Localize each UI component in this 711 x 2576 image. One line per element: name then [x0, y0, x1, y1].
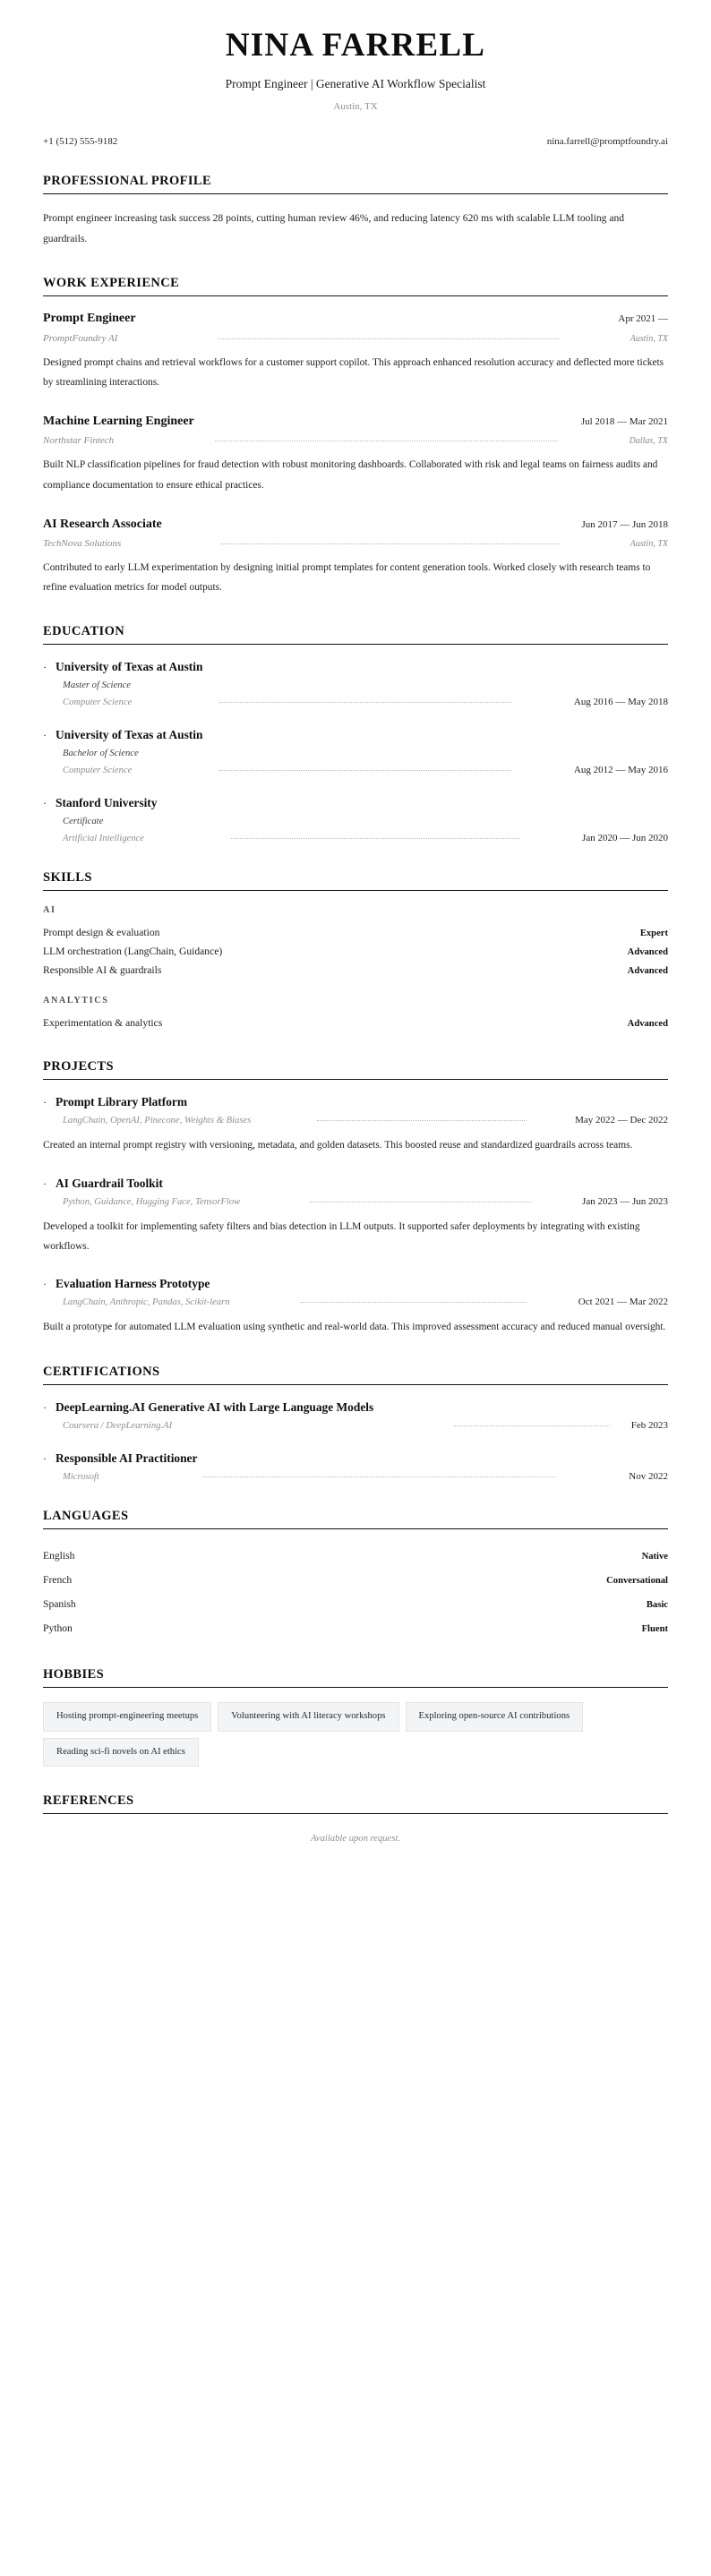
experience-date: Jun 2017 — Jun 2018	[581, 518, 668, 530]
skill-level-badge: Advanced	[627, 947, 668, 958]
language-row	[43, 1568, 668, 1592]
dotted-leader	[144, 763, 561, 773]
section-heading: LANGUAGES	[43, 1508, 129, 1523]
project-title: Evaluation Harness Prototype	[56, 1277, 210, 1291]
section-rule	[43, 1793, 668, 1814]
section-rule	[43, 276, 668, 296]
experience-location: Austin, TX	[630, 333, 668, 344]
contact-bar	[43, 136, 668, 147]
section-heading: SKILLS	[43, 870, 92, 886]
candidate-name: NINA FARRELL	[225, 27, 486, 64]
certification-title: Responsible AI Practitioner	[56, 1451, 198, 1465]
language-name: Spanish	[43, 1597, 76, 1610]
section-work-experience	[43, 276, 668, 597]
education-header-row	[43, 727, 668, 743]
section-rule	[43, 1059, 668, 1080]
experience-organization: Northstar Fintech	[43, 435, 115, 447]
education-degree: Master of Science	[63, 680, 131, 690]
experience-item	[43, 414, 668, 495]
certification-header-row	[43, 1399, 668, 1416]
experience-role: Machine Learning Engineer	[43, 415, 194, 429]
dotted-leader	[263, 1113, 562, 1123]
skill-name: Responsible AI & guardrails	[43, 964, 162, 977]
experience-header-row	[43, 517, 668, 533]
dotted-leader	[253, 1194, 570, 1204]
dotted-leader	[126, 433, 617, 443]
education-item	[43, 727, 668, 775]
project-item	[43, 1176, 668, 1257]
bullet-icon: ·	[43, 1278, 47, 1291]
experience-meta-row	[43, 536, 668, 549]
language-row	[43, 1616, 668, 1640]
experience-description: Designed prompt chains and retrieval workflows for a customer support copilot. This approach enhanced resolution accuracy and deflected more tickets by streamlining interactions.	[43, 356, 664, 388]
education-degree: Certificate	[63, 816, 104, 826]
skill-category-label: AI	[43, 905, 56, 916]
section-rule	[43, 1667, 668, 1688]
profile-summary-text: Prompt engineer increasing task success 28 points, cutting human review 46%, and reducing latency 620 ms with scalable LLM tooling and guardrails.	[43, 212, 625, 244]
language-level-badge: Conversational	[606, 1575, 668, 1586]
section-rule	[43, 1365, 668, 1385]
certification-date: Feb 2023	[630, 1419, 668, 1431]
education-header-row	[43, 659, 668, 675]
experience-organization: TechNova Solutions	[43, 537, 122, 549]
experience-item	[43, 517, 668, 598]
bullet-icon: ·	[43, 1451, 47, 1465]
education-meta-row	[63, 695, 668, 707]
section-references	[43, 1793, 668, 1844]
project-date: May 2022 — Dec 2022	[575, 1115, 668, 1126]
references-text: Available upon request.	[311, 1834, 400, 1844]
project-item	[43, 1094, 668, 1155]
dotted-leader	[144, 695, 561, 705]
project-date: Oct 2021 — Mar 2022	[578, 1297, 668, 1308]
language-name: English	[43, 1549, 75, 1562]
experience-role: Prompt Engineer	[43, 312, 136, 326]
project-header-row	[43, 1276, 668, 1292]
experience-location: Austin, TX	[630, 538, 668, 549]
section-rule	[43, 870, 668, 891]
section-rule	[43, 1509, 668, 1529]
experience-date: Apr 2021 —	[618, 313, 668, 325]
bullet-icon: ·	[43, 797, 47, 810]
skill-level-badge: Advanced	[627, 1019, 668, 1030]
education-list	[43, 659, 668, 843]
education-meta-row	[63, 831, 668, 843]
section-heading: EDUCATION	[43, 624, 125, 639]
bullet-icon: ·	[43, 1096, 47, 1109]
candidate-title: Prompt Engineer | Generative AI Workflow Specialist	[225, 77, 486, 91]
education-header-row	[43, 795, 668, 811]
project-title: AI Guardrail Toolkit	[56, 1176, 163, 1190]
experience-organization: PromptFoundry AI	[43, 332, 118, 344]
project-header-row	[43, 1176, 668, 1192]
skill-level-badge: Expert	[639, 929, 668, 939]
language-level-badge: Fluent	[641, 1623, 668, 1634]
section-skills	[43, 870, 668, 1032]
experience-description: Contributed to early LLM experimentation by designing initial prompt templates for content generation tools. Worked closely with research teams to refine evaluation metrics for model outputs.	[43, 561, 651, 594]
skill-group	[43, 905, 668, 980]
certification-title: DeepLearning.AI Generative AI with Large Language Models	[56, 1399, 374, 1414]
education-field: Computer Science	[63, 766, 133, 776]
hobby-chip: Volunteering with AI literacy workshops	[218, 1702, 398, 1732]
dotted-leader	[157, 831, 570, 841]
dotted-leader	[133, 536, 617, 546]
experience-date: Jul 2018 — Mar 2021	[580, 416, 668, 428]
section-heading: PROJECTS	[43, 1059, 114, 1074]
skill-group	[43, 996, 668, 1032]
skill-name: Experimentation & analytics	[43, 1017, 163, 1030]
project-meta-row	[63, 1113, 668, 1125]
section-projects	[43, 1059, 668, 1337]
education-field: Computer Science	[63, 697, 133, 708]
bullet-icon: ·	[43, 661, 47, 674]
education-degree: Bachelor of Science	[63, 748, 139, 758]
skills-list	[43, 905, 668, 1032]
section-languages	[43, 1509, 668, 1640]
section-certifications	[43, 1365, 668, 1482]
language-row	[43, 1592, 668, 1616]
education-school: University of Texas at Austin	[56, 660, 203, 674]
certification-header-row	[43, 1451, 668, 1467]
language-name: French	[43, 1573, 73, 1586]
section-professional-profile	[43, 174, 668, 249]
section-heading: HOBBIES	[43, 1666, 105, 1682]
certification-item	[43, 1399, 668, 1431]
contact-phone[interactable]: +1 (512) 555-9182	[43, 136, 118, 148]
language-level-badge: Native	[641, 1551, 668, 1562]
certification-date: Nov 2022	[629, 1470, 668, 1482]
candidate-location: Austin, TX	[333, 100, 378, 112]
skill-category-label: ANALYTICS	[43, 996, 109, 1006]
contact-email[interactable]: nina.farrell@promptfoundry.ai	[546, 136, 668, 148]
education-meta-row	[63, 763, 668, 775]
experience-header-row	[43, 414, 668, 430]
skill-row	[43, 961, 668, 980]
section-heading: PROFESSIONAL PROFILE	[43, 174, 212, 189]
project-description: Developed a toolkit for implementing safety filters and bias detection in LLM outputs. It supported safer deployments by integrating with existing workflows.	[43, 1220, 640, 1253]
certification-issuer: Coursera / DeepLearning.AI	[63, 1420, 173, 1431]
dotted-leader	[112, 1469, 616, 1479]
certifications-list	[43, 1399, 668, 1482]
project-meta-row	[63, 1295, 668, 1307]
certification-issuer: Microsoft	[63, 1471, 99, 1482]
experience-header-row	[43, 311, 668, 327]
skill-name: LLM orchestration (LangChain, Guidance)	[43, 946, 223, 958]
experience-location: Dallas, TX	[629, 436, 668, 447]
bullet-icon: ·	[43, 1177, 47, 1190]
bullet-icon: ·	[43, 1400, 47, 1414]
section-hobbies	[43, 1667, 668, 1767]
hobby-chip: Reading sci-fi novels on AI ethics	[43, 1738, 199, 1767]
section-heading: WORK EXPERIENCE	[43, 276, 180, 291]
dotted-leader	[130, 331, 617, 341]
section-heading: CERTIFICATIONS	[43, 1364, 160, 1379]
experience-role: AI Research Associate	[43, 517, 162, 531]
certification-item	[43, 1451, 668, 1482]
certification-meta-row	[63, 1418, 668, 1431]
dotted-leader	[184, 1418, 619, 1428]
education-date: Jan 2020 — Jun 2020	[582, 833, 668, 844]
bullet-icon: ·	[43, 729, 47, 742]
skill-row	[43, 942, 668, 961]
languages-list	[43, 1544, 668, 1640]
project-description: Created an internal prompt registry with versioning, metadata, and golden datasets. This boosted reuse and standardized guardrails across teams.	[43, 1140, 633, 1151]
hobby-chip: Exploring open-source AI contributions	[406, 1702, 584, 1732]
resume-header	[43, 0, 668, 147]
project-item	[43, 1276, 668, 1337]
experience-meta-row	[43, 433, 668, 446]
skill-row	[43, 1014, 668, 1032]
experience-meta-row	[43, 331, 668, 344]
project-tech-stack: Python, Guidance, Hugging Face, TensorFlow	[63, 1196, 241, 1207]
skill-row	[43, 923, 668, 942]
education-date: Aug 2016 — May 2018	[573, 697, 668, 708]
language-name: Python	[43, 1622, 73, 1634]
certification-meta-row	[63, 1469, 668, 1482]
education-school: Stanford University	[56, 796, 158, 810]
experience-description: Built NLP classification pipelines for fraud detection with robust monitoring dashboards. Collaborated with risk and legal teams on fairness audits and compliance documentation to ensure ethical practices.	[43, 459, 658, 491]
education-school: University of Texas at Austin	[56, 728, 203, 742]
section-rule	[43, 174, 668, 194]
dotted-leader	[243, 1295, 566, 1305]
experience-list	[43, 311, 668, 597]
project-tech-stack: LangChain, OpenAI, Pinecone, Weights & Biases	[63, 1116, 252, 1126]
section-heading: REFERENCES	[43, 1793, 134, 1809]
skill-level-badge: Advanced	[627, 966, 668, 977]
project-tech-stack: LangChain, Anthropic, Pandas, Scikit-learn	[63, 1297, 230, 1308]
hobby-chip: Hosting prompt-engineering meetups	[43, 1702, 211, 1732]
education-field: Artificial Intelligence	[63, 834, 144, 844]
section-rule	[43, 624, 668, 645]
hobby-chip-list	[43, 1702, 668, 1767]
language-level-badge: Basic	[646, 1599, 668, 1610]
project-description: Built a prototype for automated LLM evaluation using synthetic and real-world data. This improved assessment accuracy and reduced manual oversight.	[43, 1322, 666, 1333]
education-item	[43, 659, 668, 707]
section-education	[43, 624, 668, 843]
project-date: Jan 2023 — Jun 2023	[582, 1195, 668, 1207]
skill-name: Prompt design & evaluation	[43, 927, 160, 939]
project-header-row	[43, 1094, 668, 1110]
experience-item	[43, 311, 668, 392]
education-date: Aug 2012 — May 2016	[573, 765, 668, 776]
education-item	[43, 795, 668, 843]
project-meta-row	[63, 1194, 668, 1207]
language-row	[43, 1544, 668, 1568]
project-title: Prompt Library Platform	[56, 1095, 188, 1109]
projects-list	[43, 1094, 668, 1337]
